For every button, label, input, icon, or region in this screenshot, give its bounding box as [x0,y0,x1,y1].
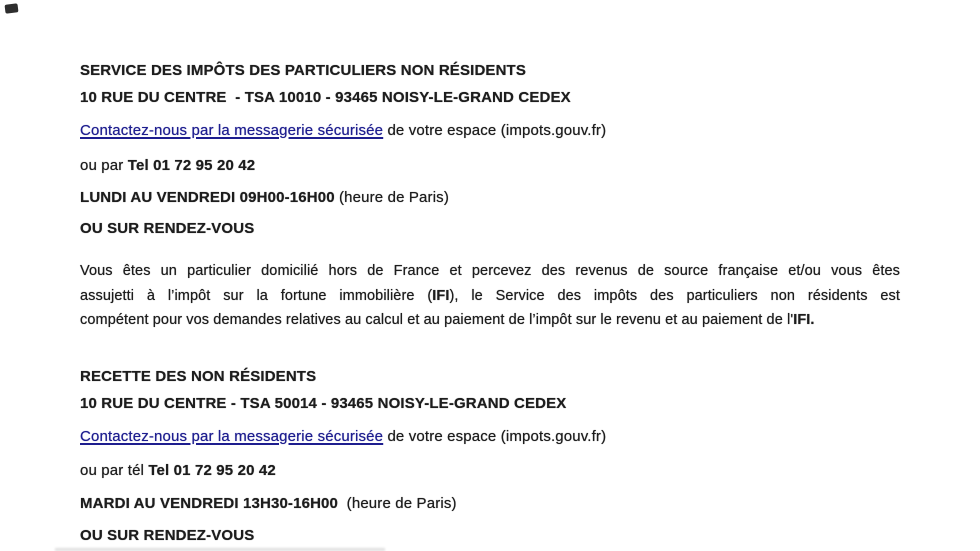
phone-number: Tel 01 72 95 20 42 [148,462,276,479]
section1-title: SERVICE DES IMPÔTS DES PARTICULIERS NON RÉSIDENTS [80,62,527,79]
paragraph-line-3 [80,308,900,333]
contact-suffix: de votre espace (impots.gouv.fr) [383,428,607,445]
contact-suffix: de votre espace (impots.gouv.fr) [383,122,607,139]
phone-prefix: ou par [80,157,128,174]
paragraph-text: compétent pour vos demandes relatives au calcul et au paiement de l’impôt sur le revenu et au paiement de l' [80,312,794,328]
secure-messaging-link[interactable]: Contactez-nous par la messagerie sécurisée [80,122,384,139]
section1-phone-line [80,157,255,174]
section2-hours-line [80,495,457,512]
section2-contact-line [80,428,606,445]
section1-address: 10 RUE DU CENTRE - TSA 10010 - 93465 NOISY-LE-GRAND CEDEX [80,89,571,106]
paragraph-line-1: Vous êtes un particulier domicilié hors de France et percevez des revenus de source française et/ou vous êtes [80,263,900,279]
hours-timezone: (heure de Paris) [338,495,457,512]
phone-number: Tel 01 72 95 20 42 [127,157,256,174]
ifi-abbreviation: IFI [432,287,450,304]
section1-appointment: OU SUR RENDEZ-VOUS [80,220,255,237]
scan-artifact [5,3,19,14]
section2-title: RECETTE DES NON RÉSIDENTS [80,368,317,385]
section2-appointment: OU SUR RENDEZ-VOUS [80,527,255,544]
hours-days: LUNDI AU VENDREDI 09H00-16H00 [80,189,335,206]
hours-days: MARDI AU VENDREDI 13H30-16H00 [80,495,339,512]
section1-hours-line [80,189,449,206]
paragraph-text: assujetti à l’impôt sur la fortune immobilière ( [80,287,433,304]
secure-messaging-link[interactable]: Contactez-nous par la messagerie sécurisée [80,428,384,445]
section1-contact-line [80,122,606,139]
hours-timezone: (heure de Paris) [334,189,449,206]
paragraph-text: ), le Service des impôts des particuliers non résidents est [449,287,900,304]
section2-address: 10 RUE DU CENTRE - TSA 50014 - 93465 NOISY-LE-GRAND CEDEX [80,395,567,412]
ifi-abbreviation: IFI. [793,312,815,328]
section2-phone-line [80,462,276,479]
paragraph-line-2 [80,284,900,309]
phone-prefix: ou par tél [80,462,149,479]
